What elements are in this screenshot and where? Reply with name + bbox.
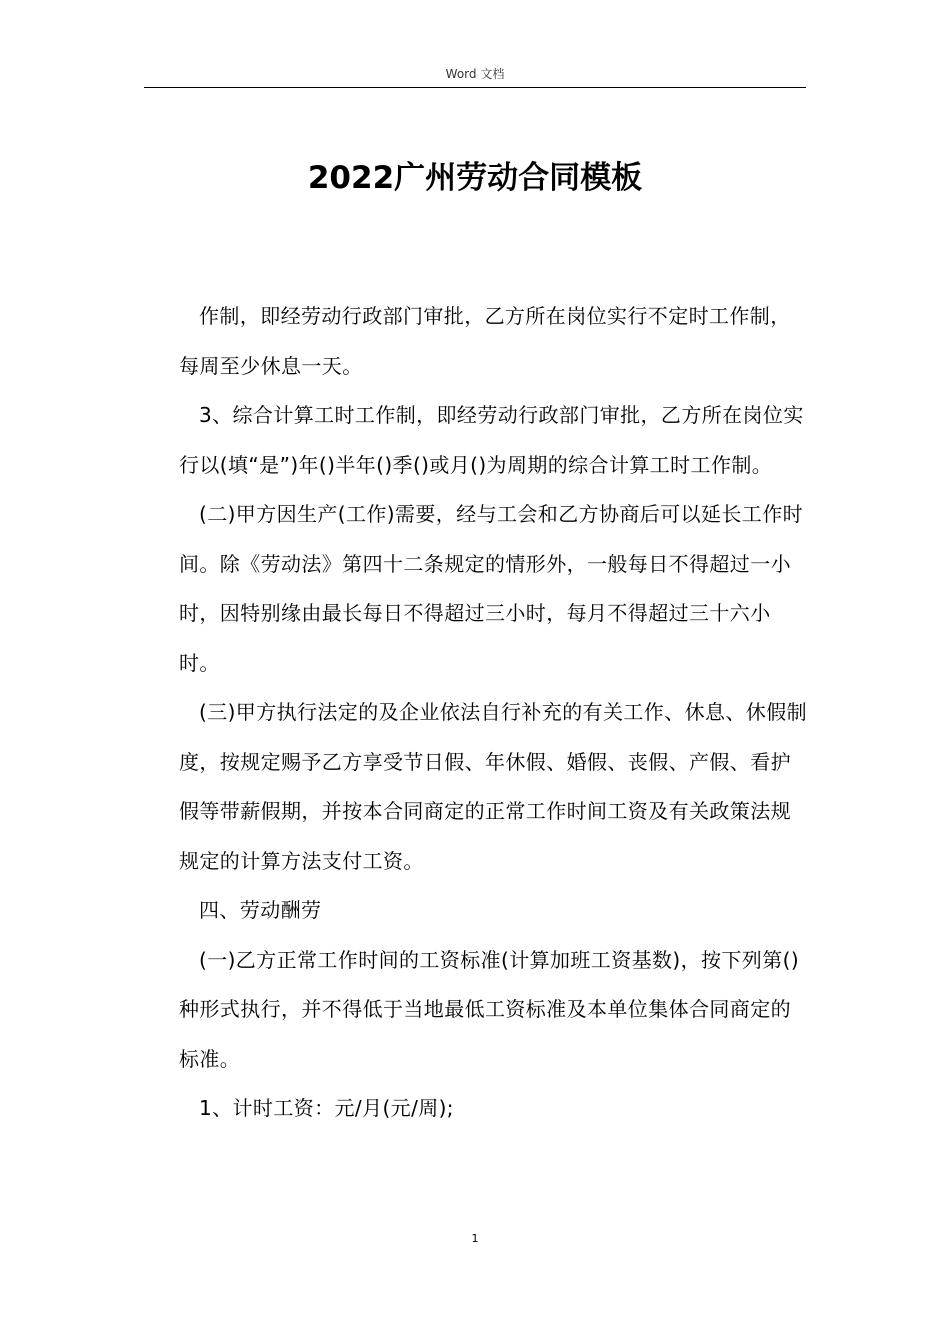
header-divider bbox=[144, 87, 806, 88]
paragraph: (三)甲方执行法定的及企业依法自行补充的有关工作、休息、休假制度，按规定赐予乙方享受节日假、年休假、婚假、丧假、产假、看护假等带薪假期，并按本合同商定的正常工作时间工资及有关政策法规规定的计算方法支付工资。 bbox=[179, 700, 808, 873]
paragraph: 1、计时工资：元/月(元/周); bbox=[199, 1096, 454, 1120]
section-heading: 四、劳动酬劳 bbox=[199, 898, 322, 922]
page-number: 1 bbox=[471, 1232, 479, 1245]
document-body bbox=[179, 292, 809, 1134]
document-title: 2022广州劳动合同模板 bbox=[307, 160, 643, 196]
paragraph: (二)甲方因生产(工作)需要，经与工会和乙方协商后可以延长工作时间。除《劳动法》第四十二条规定的情形外，一般每日不得超过一小时，因特别缘由最长每日不得超过三小时，每月不得超过三十六小时。 bbox=[179, 502, 804, 675]
paragraph: 作制，即经劳动行政部门审批，乙方所在岗位实行不定时工作制，每周至少休息一天。 bbox=[179, 304, 791, 378]
paragraph: 3、综合计算工时工作制，即经劳动行政部门审批，乙方所在岗位实行以(填“是”)年()半年()季()或月()为周期的综合计算工时工作制。 bbox=[179, 403, 804, 477]
header-label: Word 文档 bbox=[445, 67, 505, 81]
paragraph: (一)乙方正常工作时间的工资标准(计算加班工资基数)，按下列第()种形式执行，并不得低于当地最低工资标准及本单位集体合同商定的标准。 bbox=[179, 947, 800, 1071]
